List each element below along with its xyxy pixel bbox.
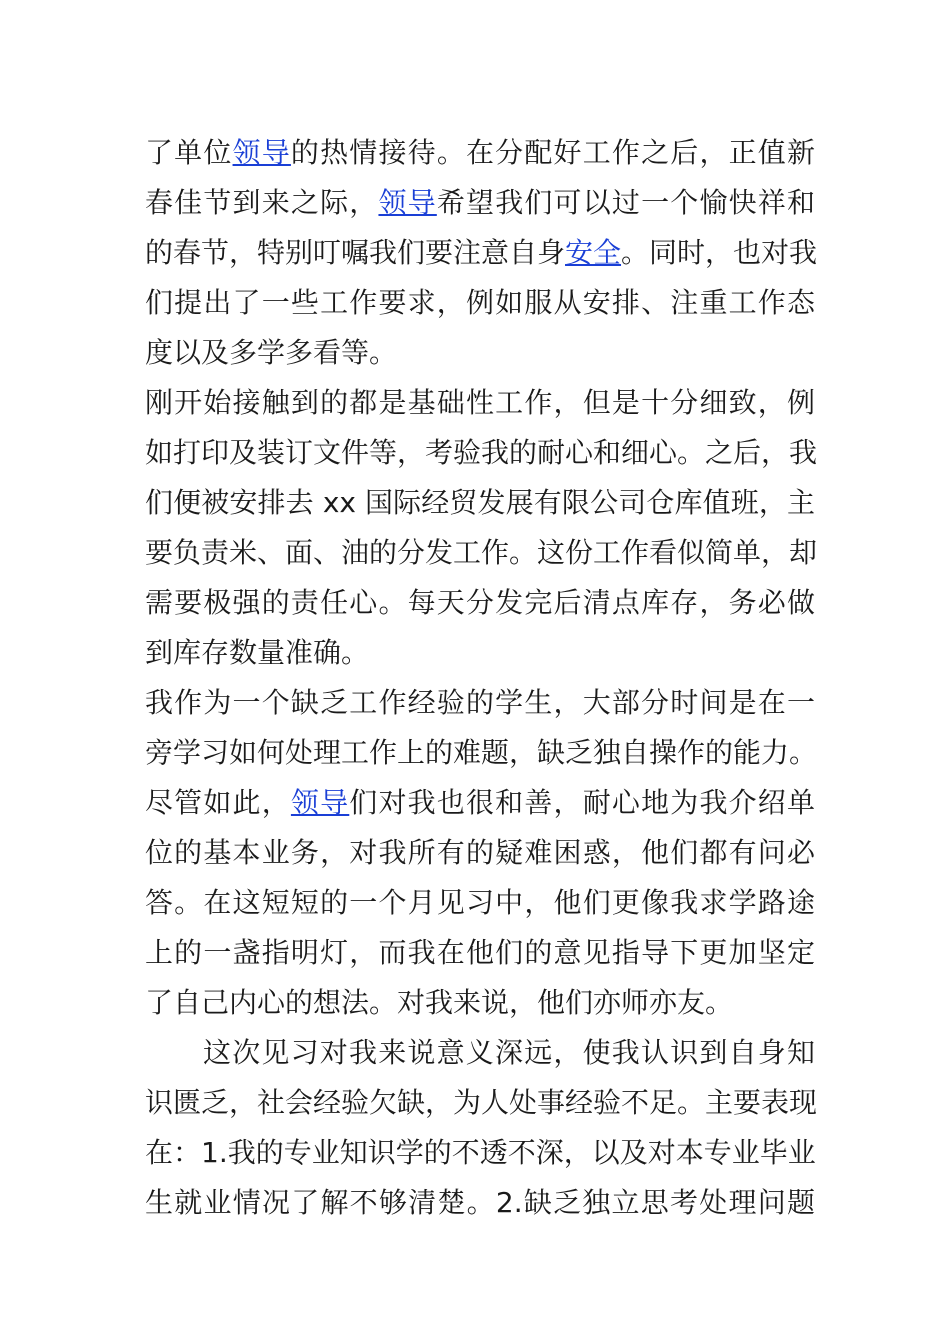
text-line <box>145 278 815 328</box>
text-line <box>145 178 815 228</box>
text-run: 位的基本业务，对我所有的疑难困惑，他们都有问必 <box>145 836 815 869</box>
text-run: 的春节，特别叮嘱我们要注意自身 <box>145 236 566 269</box>
text-line <box>145 828 815 878</box>
text-run: 尽管如此， <box>145 786 291 819</box>
text-line <box>145 328 815 378</box>
text-run: 旁学习如何处理工作上的难题，缺乏独自操作的能力。 <box>145 736 818 769</box>
text-line <box>145 478 815 528</box>
hyperlink[interactable]: 安全 <box>565 236 622 269</box>
text-run: 要负责米、面、油的分发工作。这份工作看似简单，却 <box>145 536 818 569</box>
text-run: 生就业情况了解不够清楚。2.缺乏独立思考处理问题 <box>145 1186 815 1219</box>
paragraph <box>145 678 818 1028</box>
text-line <box>145 628 815 678</box>
paragraph <box>145 378 818 678</box>
text-run: 了自己内心的想法。对我来说，他们亦师亦友。 <box>145 986 734 1019</box>
hyperlink[interactable]: 领导 <box>290 786 350 819</box>
text-run: 答。在这短短的一个月见习中，他们更像我求学路途 <box>145 886 815 919</box>
text-line <box>145 528 818 578</box>
text-line <box>145 678 815 728</box>
text-run: 。同时，也对我 <box>621 236 818 269</box>
text-run: 在：1.我的专业知识学的不透不深，以及对本专业毕业 <box>145 1136 816 1169</box>
text-run: 刚开始接触到的都是基础性工作，但是十分细致，例 <box>145 386 815 419</box>
text-line <box>145 1028 815 1078</box>
text-line <box>145 978 815 1028</box>
text-run: 希望我们可以过一个愉快祥和 <box>436 186 815 219</box>
text-run: 上的一盏指明灯，而我在他们的意见指导下更加坚定 <box>145 936 815 969</box>
text-run: 们便被安排去 xx 国际经贸发展有限公司仓库值班，主 <box>145 486 815 519</box>
text-line <box>145 778 815 828</box>
text-line <box>145 728 818 778</box>
text-line <box>145 878 815 928</box>
text-run: 们提出了一些工作要求，例如服从安排、注重工作态 <box>145 286 815 319</box>
text-run: 春佳节到来之际， <box>145 186 379 219</box>
text-line <box>145 1078 818 1128</box>
text-line <box>145 428 818 478</box>
text-run: 需要极强的责任心。每天分发完后清点库存，务必做 <box>145 586 815 619</box>
text-run: 度以及多学多看等。 <box>145 336 398 369</box>
text-line <box>145 928 815 978</box>
paragraph <box>145 1028 818 1228</box>
text-line <box>145 378 815 428</box>
document-body <box>145 128 818 1228</box>
text-run: 的热情接待。在分配好工作之后，正值新 <box>290 136 815 169</box>
text-run: 到库存数量准确。 <box>145 636 370 669</box>
hyperlink[interactable]: 领导 <box>378 186 437 219</box>
hyperlink[interactable]: 领导 <box>232 136 291 169</box>
text-run: 了单位 <box>145 136 233 169</box>
text-run: 我作为一个缺乏工作经验的学生，大部分时间是在一 <box>145 686 815 719</box>
text-line <box>145 128 815 178</box>
text-run: 们对我也很和善，耐心地为我介绍单 <box>349 786 815 819</box>
text-line <box>145 578 815 628</box>
text-line <box>145 228 818 278</box>
text-run: 这次见习对我来说意义深远，使我认识到自身知 <box>203 1036 815 1069</box>
text-line <box>145 1128 815 1178</box>
text-run: 识匮乏，社会经验欠缺，为人处事经验不足。主要表现 <box>145 1086 818 1119</box>
text-run: 如打印及装订文件等，考验我的耐心和细心。之后，我 <box>145 436 818 469</box>
text-line <box>145 1178 815 1228</box>
paragraph <box>145 128 818 378</box>
